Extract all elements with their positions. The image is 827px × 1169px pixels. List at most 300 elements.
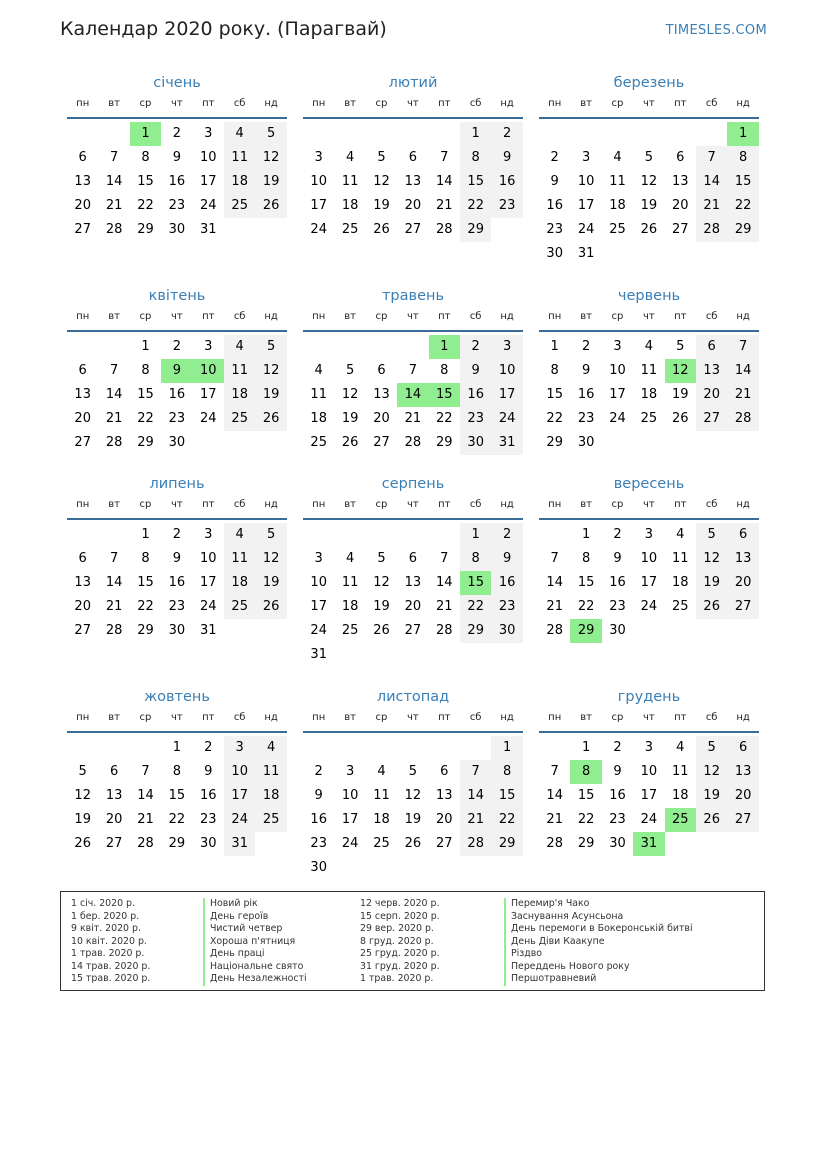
day-cell: 9: [491, 146, 522, 170]
day-cell: 7: [550, 764, 559, 779]
day-cell: 17: [640, 575, 658, 590]
day-cell: 4: [255, 736, 286, 760]
day-cell: 15: [546, 387, 563, 402]
day-cell: 6: [727, 523, 758, 547]
day-cell: 4: [613, 150, 622, 165]
legend-date: 1 січ. 2020 р.: [71, 898, 135, 909]
holiday-day-cell: 8: [570, 760, 601, 784]
day-cell: 2: [172, 527, 182, 542]
holiday-day-cell: 12: [665, 359, 696, 383]
day-cell: 14: [546, 575, 563, 590]
day-cell: 9: [581, 363, 591, 378]
weekday-label: нд: [736, 311, 750, 322]
day-cell: 3: [613, 339, 622, 354]
day-cell: 5: [255, 335, 286, 359]
day-cell: 9: [172, 551, 182, 566]
legend-date: 15 серп. 2020 р.: [360, 910, 440, 922]
day-cell: 18: [310, 411, 327, 426]
day-cell: 30: [546, 246, 563, 261]
month-block: [67, 72, 287, 266]
month-block: [67, 686, 287, 880]
day-cell: 28: [436, 222, 453, 237]
day-cell: 10: [310, 575, 327, 590]
weekday-label: ср: [139, 499, 152, 510]
day-cell: 9: [613, 551, 622, 566]
legend-date: 1 бер. 2020 р.: [71, 910, 140, 922]
day-cell: 28: [727, 407, 758, 431]
day-grid: [67, 523, 287, 667]
day-cell: 19: [373, 599, 390, 614]
weekday-label: вт: [344, 499, 356, 510]
day-cell: 24: [491, 407, 522, 431]
month-block: [303, 473, 523, 667]
day-cell: 20: [436, 812, 453, 827]
day-cell: 4: [377, 764, 386, 779]
legend-date: 15 трав. 2020 р.: [71, 973, 151, 984]
day-cell: 7: [460, 760, 491, 784]
day-cell: 10: [200, 551, 217, 566]
weekday-label: пн: [76, 98, 90, 109]
day-cell: 22: [137, 599, 154, 614]
day-cell: 12: [341, 387, 359, 402]
day-cell: 13: [404, 174, 422, 189]
day-cell: 13: [727, 760, 758, 784]
day-cell: 19: [373, 198, 390, 213]
day-cell: 19: [341, 411, 359, 426]
day-cell: 14: [105, 174, 123, 189]
day-cell: 25: [255, 808, 286, 832]
day-cell: 7: [550, 551, 559, 566]
day-cell: 13: [696, 359, 727, 383]
legend-holiday-name: День праці: [203, 948, 265, 961]
weekday-label: сб: [705, 98, 718, 109]
day-cell: 26: [255, 194, 286, 218]
day-cell: 28: [436, 623, 453, 638]
day-cell: 28: [460, 832, 491, 856]
day-cell: 26: [74, 836, 91, 851]
day-cell: 10: [224, 760, 255, 784]
day-cell: 28: [546, 623, 563, 638]
day-cell: 4: [224, 122, 255, 146]
weekday-label: ср: [611, 98, 624, 109]
day-cell: 17: [200, 174, 217, 189]
weekday-label: нд: [264, 311, 278, 322]
day-cell: 6: [78, 551, 87, 566]
day-cell: 2: [314, 764, 323, 779]
day-cell: 20: [727, 784, 758, 808]
day-cell: 11: [224, 547, 255, 571]
month-name: листопад: [376, 689, 450, 705]
day-cell: 17: [310, 198, 327, 213]
day-cell: 30: [460, 431, 491, 455]
day-cell: 19: [74, 812, 91, 827]
weekday-header: [303, 311, 523, 325]
day-cell: 21: [404, 411, 422, 426]
weekday-label: чт: [171, 311, 183, 322]
day-cell: 30: [200, 836, 217, 851]
day-cell: 28: [546, 836, 563, 851]
weekday-header: [67, 311, 287, 325]
day-cell: 30: [609, 836, 626, 851]
day-cell: 19: [696, 571, 727, 595]
weekday-label: пт: [202, 712, 215, 723]
day-cell: 31: [200, 623, 217, 638]
day-cell: 8: [491, 760, 522, 784]
weekday-label: вт: [344, 98, 356, 109]
day-cell: 13: [727, 547, 758, 571]
weekday-label: пт: [674, 311, 687, 322]
day-cell: 1: [460, 122, 491, 146]
day-cell: 2: [613, 527, 622, 542]
day-cell: 29: [546, 435, 563, 450]
legend-holiday-name: Першотравневий: [504, 973, 596, 986]
day-cell: 14: [696, 170, 727, 194]
day-cell: 1: [141, 339, 150, 354]
day-cell: 2: [613, 740, 622, 755]
day-cell: 16: [168, 387, 186, 402]
day-cell: 20: [74, 198, 91, 213]
day-cell: 30: [577, 435, 595, 450]
day-cell: 12: [255, 146, 286, 170]
day-cell: 27: [74, 222, 91, 237]
day-cell: 26: [341, 435, 359, 450]
day-cell: 5: [696, 736, 727, 760]
holiday-day-cell: 29: [570, 619, 601, 643]
day-cell: 31: [224, 832, 255, 856]
day-cell: 15: [727, 170, 758, 194]
weekday-label: нд: [500, 499, 514, 510]
day-cell: 19: [696, 784, 727, 808]
day-cell: 1: [460, 523, 491, 547]
day-cell: 24: [640, 599, 658, 614]
day-cell: 11: [640, 363, 658, 378]
day-cell: 2: [172, 126, 182, 141]
holiday-legend: [60, 891, 765, 991]
weekday-label: пт: [438, 311, 451, 322]
month-name: квітень: [148, 288, 206, 304]
day-cell: 6: [408, 551, 418, 566]
day-cell: 21: [105, 411, 123, 426]
day-cell: 20: [105, 812, 123, 827]
month-divider: [67, 731, 287, 733]
legend-date: 9 квіт. 2020 р.: [71, 923, 141, 934]
weekday-label: чт: [171, 98, 183, 109]
day-cell: 9: [314, 788, 323, 803]
day-cell: 20: [373, 411, 390, 426]
month-name: червень: [617, 288, 681, 304]
day-cell: 12: [373, 174, 390, 189]
day-cell: 2: [172, 339, 182, 354]
day-cell: 15: [491, 784, 522, 808]
day-cell: 16: [491, 170, 522, 194]
day-cell: 20: [404, 198, 422, 213]
day-cell: 22: [460, 595, 491, 619]
day-cell: 26: [255, 407, 286, 431]
day-cell: 24: [341, 836, 359, 851]
weekday-label: пт: [438, 98, 451, 109]
weekday-label: нд: [264, 98, 278, 109]
weekday-label: ср: [611, 499, 624, 510]
day-cell: 7: [408, 363, 418, 378]
day-cell: 14: [460, 784, 491, 808]
month-name: вересень: [613, 476, 685, 492]
day-cell: 31: [491, 431, 522, 455]
day-cell: 29: [727, 218, 758, 242]
day-grid: [539, 523, 759, 667]
weekday-label: пт: [202, 98, 215, 109]
weekday-label: вт: [108, 712, 120, 723]
holiday-day-cell: 9: [161, 359, 192, 383]
day-cell: 30: [609, 623, 626, 638]
day-cell: 1: [491, 736, 522, 760]
weekday-label: пн: [312, 311, 326, 322]
day-cell: 22: [546, 411, 563, 426]
day-cell: 8: [581, 551, 591, 566]
weekday-label: сб: [233, 712, 246, 723]
day-cell: 5: [408, 764, 418, 779]
legend-holiday-name: Переддень Нового року: [504, 961, 630, 974]
day-cell: 3: [644, 740, 654, 755]
weekday-label: пн: [312, 712, 326, 723]
day-cell: 13: [373, 387, 390, 402]
day-cell: 24: [609, 411, 626, 426]
holiday-day-cell: 31: [633, 832, 664, 856]
day-cell: 25: [672, 599, 689, 614]
day-cell: 24: [577, 222, 595, 237]
day-cell: 21: [105, 198, 123, 213]
day-cell: 6: [377, 363, 386, 378]
day-cell: 31: [310, 647, 327, 662]
day-cell: 8: [727, 146, 758, 170]
month-divider: [303, 731, 523, 733]
weekday-label: сб: [469, 499, 482, 510]
day-cell: 11: [310, 387, 327, 402]
day-cell: 2: [550, 150, 559, 165]
day-cell: 27: [373, 435, 390, 450]
day-cell: 18: [373, 812, 390, 827]
legend-date: 31 груд. 2020 р.: [360, 960, 440, 972]
weekday-label: чт: [643, 98, 655, 109]
day-cell: 5: [377, 551, 386, 566]
day-cell: 15: [460, 170, 491, 194]
day-cell: 13: [105, 788, 123, 803]
day-cell: 12: [255, 547, 286, 571]
day-cell: 30: [310, 860, 327, 875]
weekday-label: нд: [500, 98, 514, 109]
day-cell: 21: [137, 812, 154, 827]
day-cell: 18: [640, 387, 658, 402]
day-cell: 21: [727, 383, 758, 407]
day-cell: 6: [440, 764, 449, 779]
weekday-label: пн: [76, 499, 90, 510]
day-cell: 18: [255, 784, 286, 808]
day-cell: 12: [404, 788, 422, 803]
day-cell: 5: [255, 523, 286, 547]
day-cell: 23: [200, 812, 217, 827]
day-cell: 9: [491, 547, 522, 571]
day-cell: 7: [440, 551, 449, 566]
day-cell: 20: [672, 198, 689, 213]
day-cell: 14: [436, 174, 453, 189]
weekday-label: ср: [375, 712, 388, 723]
day-cell: 6: [676, 150, 685, 165]
day-cell: 16: [460, 383, 491, 407]
day-cell: 21: [696, 194, 727, 218]
weekday-label: вт: [580, 98, 592, 109]
day-cell: 13: [672, 174, 689, 189]
day-grid: [303, 736, 523, 880]
legend-holiday-name: День перемоги в Бокеронській битві: [504, 923, 693, 936]
day-cell: 25: [224, 595, 255, 619]
day-cell: 21: [546, 812, 563, 827]
month-block: [539, 285, 759, 479]
day-cell: 8: [141, 551, 150, 566]
day-cell: 5: [377, 150, 386, 165]
day-cell: 23: [609, 599, 626, 614]
day-cell: 10: [577, 174, 595, 189]
day-cell: 24: [640, 812, 658, 827]
day-cell: 10: [640, 764, 658, 779]
day-cell: 29: [436, 435, 453, 450]
day-cell: 7: [109, 150, 119, 165]
day-grid: [539, 335, 759, 479]
weekday-label: пт: [674, 499, 687, 510]
weekday-label: ср: [611, 311, 624, 322]
day-cell: 2: [204, 740, 213, 755]
day-cell: 20: [696, 383, 727, 407]
day-cell: 11: [373, 788, 390, 803]
legend-holiday-name: Різдво: [504, 948, 542, 961]
day-cell: 26: [640, 222, 658, 237]
weekday-label: вт: [580, 712, 592, 723]
day-cell: 10: [609, 363, 626, 378]
brand-link[interactable]: TIMESLES.COM: [665, 23, 767, 38]
day-cell: 27: [404, 623, 422, 638]
day-cell: 17: [200, 575, 217, 590]
month-divider: [67, 518, 287, 520]
weekday-label: пт: [674, 98, 687, 109]
day-cell: 25: [224, 407, 255, 431]
day-cell: 11: [255, 760, 286, 784]
day-cell: 10: [310, 174, 327, 189]
weekday-label: пт: [438, 499, 451, 510]
day-cell: 27: [74, 435, 91, 450]
day-cell: 24: [200, 599, 217, 614]
day-cell: 7: [141, 764, 150, 779]
day-cell: 29: [137, 435, 154, 450]
day-cell: 22: [577, 599, 595, 614]
day-cell: 3: [204, 527, 213, 542]
day-cell: 21: [546, 599, 563, 614]
legend-holiday-name: Чистий четвер: [203, 923, 282, 936]
day-cell: 3: [345, 764, 355, 779]
day-cell: 21: [105, 599, 123, 614]
month-block: [303, 72, 523, 266]
day-cell: 12: [640, 174, 658, 189]
weekday-label: нд: [736, 98, 750, 109]
day-cell: 11: [672, 764, 689, 779]
weekday-header: [539, 712, 759, 726]
day-cell: 14: [436, 575, 453, 590]
day-cell: 7: [727, 335, 758, 359]
day-cell: 9: [204, 764, 213, 779]
day-cell: 16: [546, 198, 563, 213]
weekday-label: сб: [469, 311, 482, 322]
day-cell: 9: [460, 359, 491, 383]
holiday-day-cell: 25: [665, 808, 696, 832]
day-cell: 4: [224, 335, 255, 359]
day-cell: 25: [609, 222, 626, 237]
weekday-label: ср: [375, 311, 388, 322]
weekday-label: сб: [233, 499, 246, 510]
day-cell: 16: [168, 174, 186, 189]
day-cell: 26: [373, 623, 390, 638]
day-cell: 27: [672, 222, 689, 237]
month-divider: [303, 330, 523, 332]
day-cell: 13: [74, 575, 91, 590]
day-cell: 1: [141, 527, 150, 542]
month-block: [67, 285, 287, 479]
day-cell: 23: [609, 812, 626, 827]
day-cell: 12: [696, 547, 727, 571]
day-cell: 29: [460, 218, 491, 242]
weekday-label: сб: [233, 311, 246, 322]
day-cell: 9: [172, 150, 182, 165]
day-cell: 31: [577, 246, 595, 261]
month-divider: [539, 518, 759, 520]
weekday-label: чт: [643, 311, 655, 322]
day-cell: 31: [200, 222, 217, 237]
day-cell: 22: [137, 411, 154, 426]
month-block: [67, 473, 287, 667]
day-cell: 29: [577, 836, 595, 851]
weekday-label: ср: [375, 98, 388, 109]
holiday-day-cell: 15: [429, 383, 460, 407]
weekday-label: пн: [548, 712, 562, 723]
day-cell: 12: [696, 760, 727, 784]
day-cell: 15: [577, 575, 595, 590]
day-cell: 8: [460, 547, 491, 571]
day-cell: 14: [546, 788, 563, 803]
day-cell: 17: [200, 387, 217, 402]
day-cell: 27: [74, 623, 91, 638]
weekday-header: [303, 98, 523, 112]
weekday-label: вт: [108, 98, 120, 109]
day-cell: 8: [141, 150, 150, 165]
weekday-label: пн: [76, 311, 90, 322]
day-cell: 4: [676, 740, 685, 755]
day-cell: 30: [168, 435, 186, 450]
month-name: жовтень: [144, 689, 210, 705]
day-cell: 4: [224, 523, 255, 547]
weekday-header: [539, 98, 759, 112]
day-cell: 27: [727, 595, 758, 619]
day-cell: 7: [109, 363, 119, 378]
day-cell: 3: [581, 150, 591, 165]
day-cell: 18: [341, 198, 359, 213]
day-grid: [539, 122, 759, 266]
day-cell: 22: [137, 198, 154, 213]
day-cell: 17: [224, 784, 255, 808]
weekday-header: [539, 499, 759, 513]
day-cell: 4: [676, 527, 685, 542]
weekday-label: нд: [500, 311, 514, 322]
weekday-label: чт: [171, 712, 183, 723]
day-cell: 19: [255, 571, 286, 595]
day-cell: 28: [696, 218, 727, 242]
weekday-label: пн: [548, 499, 562, 510]
day-cell: 29: [460, 619, 491, 643]
